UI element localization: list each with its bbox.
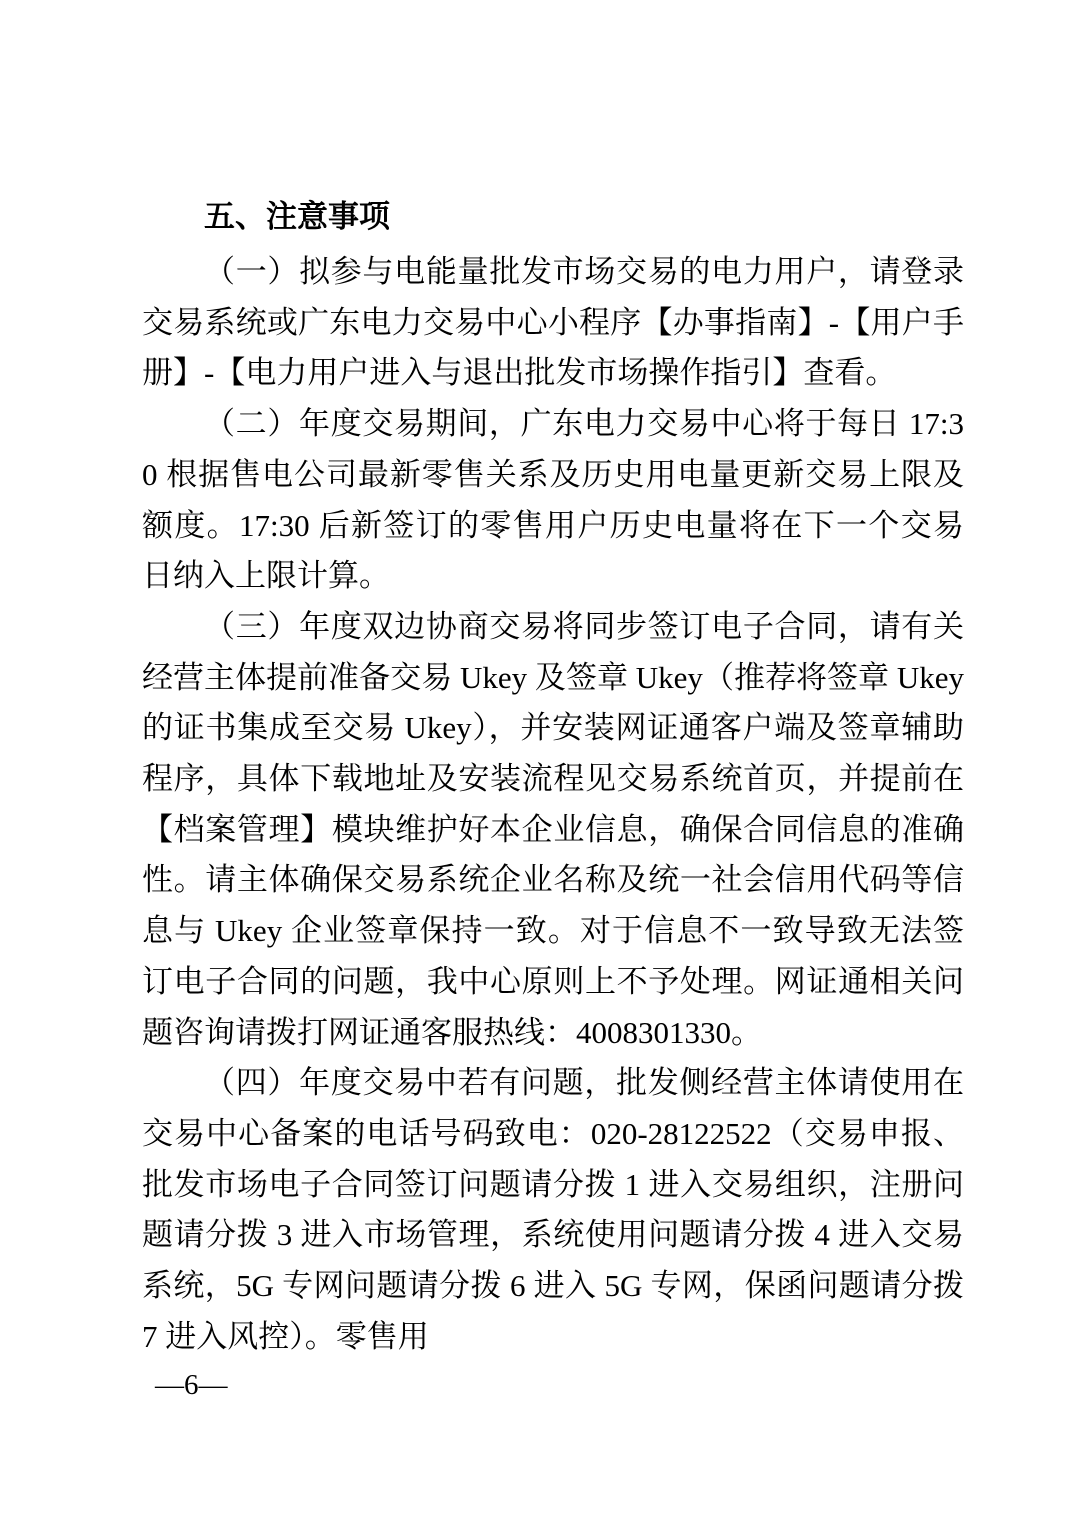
paragraph-2: （二）年度交易期间，广东电力交易中心将于每日 17:30 根据售电公司最新零售关系及历史用电量更新交易上限及额度。17:30 后新签订的零售用户历史电量将在下一个交易日纳入上限计算。 [142, 406, 964, 594]
paragraph-3: （三）年度双边协商交易将同步签订电子合同，请有关经营主体提前准备交易 Ukey 及签章 Ukey（推荐将签章 Ukey 的证书集成至交易 Ukey），并安装网证通客户端及签章辅助程序，具体下载地址及安装流程见交易系统首页，并提前在【档案管理】模块维护好本企业信息，确保合同信息的准确性。请主体确保交易系统企业名称及统一社会信用代码等信息与 Ukey 企业签章保持一致。对于信息不一致导致无法签订电子合同的问题，我中心原则上不予处理。网证通相关问题咨询请拨打网证通客服热线：4008301330。 [142, 608, 964, 1050]
paragraph-1: （一）拟参与电能量批发市场交易的电力用户，请登录交易系统或广东电力交易中心小程序【办事指南】-【用户手册】-【电力用户进入与退出批发市场操作指引】查看。 [142, 254, 964, 391]
document-content [142, 192, 964, 1362]
page-number: —6— [155, 1369, 228, 1401]
section-heading: 五、注意事项 [204, 199, 390, 235]
paragraph-4: （四）年度交易中若有问题，批发侧经营主体请使用在交易中心备案的电话号码致电：020-28122522（交易申报、批发市场电子合同签订问题请分拨 1 进入交易组织，注册问题请分拨 3 进入市场管理，系统使用问题请分拨 4 进入交易系统，5G 专网问题请分拨 6 进入 5G 专网，保函问题请分拨 7 进入风控）。零售用 [142, 1065, 964, 1354]
